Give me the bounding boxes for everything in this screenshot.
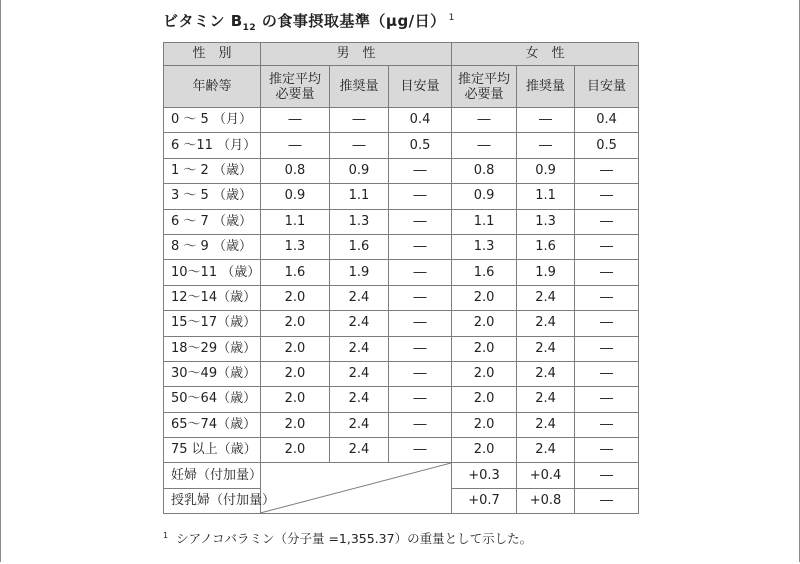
female-ear-cell: ―	[452, 133, 517, 158]
header-age: 年齢等	[164, 66, 261, 108]
title-suffix: の食事摂取基準（μg/日）	[256, 12, 446, 30]
male-rda-cell: 2.4	[330, 285, 389, 310]
pregnant-ai-cell: ―	[575, 463, 639, 488]
header-female-ai: 目安量	[575, 66, 639, 108]
table-row	[164, 438, 639, 463]
male-ear-cell: ―	[261, 133, 330, 158]
male-ai-cell: ―	[389, 438, 452, 463]
lactating-rda-cell: +0.8	[517, 488, 575, 513]
female-rda-cell: 0.9	[517, 158, 575, 183]
table-row	[164, 234, 639, 259]
age-cell: 0 ～ 5 （月）	[164, 108, 261, 133]
male-ear-cell: 2.0	[261, 438, 330, 463]
header-male: 男 性	[261, 43, 452, 66]
male-ai-cell: ―	[389, 234, 452, 259]
lactating-ai-cell: ―	[575, 488, 639, 513]
male-ai-cell: 0.4	[389, 108, 452, 133]
male-ear-cell: 1.3	[261, 234, 330, 259]
male-rda-cell: 1.6	[330, 234, 389, 259]
male-rda-cell: 2.4	[330, 361, 389, 386]
table-row	[164, 108, 639, 133]
male-rda-cell: 1.1	[330, 184, 389, 209]
male-ai-cell: ―	[389, 336, 452, 361]
female-ear-cell: 2.0	[452, 361, 517, 386]
table-row	[164, 336, 639, 361]
male-ear-cell: 1.6	[261, 260, 330, 285]
age-cell: 10～11 （歳）	[164, 260, 261, 285]
female-ear-cell: 1.6	[452, 260, 517, 285]
male-ear-cell: 0.8	[261, 158, 330, 183]
age-cell: 30～49（歳）	[164, 361, 261, 386]
female-rda-cell: 2.4	[517, 285, 575, 310]
female-ear-cell: ―	[452, 108, 517, 133]
age-cell: 8 ～ 9 （歳）	[164, 234, 261, 259]
header-sex: 性 別	[164, 43, 261, 66]
female-ai-cell: ―	[575, 260, 639, 285]
female-ear-cell: 2.0	[452, 336, 517, 361]
male-ai-cell: ―	[389, 311, 452, 336]
female-ear-cell: 2.0	[452, 285, 517, 310]
male-ear-cell: ―	[261, 108, 330, 133]
header-ear-line1: 推定平均	[268, 71, 321, 87]
male-rda-cell: ―	[330, 133, 389, 158]
female-rda-cell: 1.9	[517, 260, 575, 285]
age-cell: 1 ～ 2 （歳）	[164, 158, 261, 183]
table-row	[164, 387, 639, 412]
female-ai-cell: ―	[575, 184, 639, 209]
title-footnote-mark: 1	[448, 13, 455, 23]
female-rda-cell: 2.4	[517, 412, 575, 437]
female-ai-cell: ―	[575, 209, 639, 234]
pregnant-label: 妊婦（付加量）	[164, 463, 261, 488]
male-rda-cell: 2.4	[330, 412, 389, 437]
male-rda-cell: 2.4	[330, 336, 389, 361]
female-ai-cell: ―	[575, 158, 639, 183]
female-ai-cell: ―	[575, 412, 639, 437]
age-cell: 6 ～11 （月）	[164, 133, 261, 158]
table-row	[164, 209, 639, 234]
pregnant-ear-cell: +0.3	[452, 463, 517, 488]
male-ear-cell: 2.0	[261, 361, 330, 386]
lactating-ear-cell: +0.7	[452, 488, 517, 513]
header-male-ai: 目安量	[389, 66, 452, 108]
nutrient-table	[163, 42, 639, 514]
footnote-text: シアノコバラミン（分子量 =1,355.37）の重量として示した。	[176, 531, 533, 546]
male-ear-cell: 2.0	[261, 387, 330, 412]
male-ai-cell: ―	[389, 285, 452, 310]
male-ai-cell: 0.5	[389, 133, 452, 158]
header-row-columns	[164, 66, 639, 108]
female-rda-cell: 2.4	[517, 311, 575, 336]
age-cell: 6 ～ 7 （歳）	[164, 209, 261, 234]
header-ear-line1: 推定平均	[458, 71, 511, 87]
female-ai-cell: 0.4	[575, 108, 639, 133]
male-rda-cell: 1.9	[330, 260, 389, 285]
female-ai-cell: ―	[575, 285, 639, 310]
female-rda-cell: ―	[517, 108, 575, 133]
female-ear-cell: 1.3	[452, 234, 517, 259]
table-row	[164, 361, 639, 386]
female-rda-cell: 2.4	[517, 387, 575, 412]
header-female: 女 性	[452, 43, 639, 66]
header-female-ear	[452, 66, 517, 108]
male-rda-cell: 2.4	[330, 438, 389, 463]
table-title	[163, 10, 455, 33]
lactating-label: 授乳婦（付加量）	[164, 488, 261, 513]
female-rda-cell: ―	[517, 133, 575, 158]
female-ai-cell: ―	[575, 361, 639, 386]
footnote	[163, 529, 532, 547]
female-ear-cell: 2.0	[452, 311, 517, 336]
female-rda-cell: 2.4	[517, 336, 575, 361]
age-cell: 75 以上（歳）	[164, 438, 261, 463]
male-ai-cell: ―	[389, 184, 452, 209]
table-row	[164, 285, 639, 310]
pregnant-rda-cell: +0.4	[517, 463, 575, 488]
footnote-mark: 1	[163, 530, 169, 540]
female-ai-cell: ―	[575, 387, 639, 412]
male-ai-cell: ―	[389, 412, 452, 437]
female-rda-cell: 2.4	[517, 361, 575, 386]
female-ear-cell: 0.9	[452, 184, 517, 209]
female-rda-cell: 2.4	[517, 438, 575, 463]
table-row	[164, 412, 639, 437]
table-row	[164, 311, 639, 336]
female-ai-cell: 0.5	[575, 133, 639, 158]
header-ear-line2: 必要量	[275, 86, 315, 102]
diagonal-line	[261, 463, 451, 513]
header-male-ear	[261, 66, 330, 108]
female-ai-cell: ―	[575, 234, 639, 259]
age-cell: 12～14（歳）	[164, 285, 261, 310]
male-ear-cell: 0.9	[261, 184, 330, 209]
female-rda-cell: 1.3	[517, 209, 575, 234]
age-cell: 18～29（歳）	[164, 336, 261, 361]
male-ear-cell: 2.0	[261, 285, 330, 310]
female-ear-cell: 0.8	[452, 158, 517, 183]
male-ai-cell: ―	[389, 158, 452, 183]
title-prefix: ビタミン B	[163, 12, 243, 30]
table-row	[164, 133, 639, 158]
female-ear-cell: 1.1	[452, 209, 517, 234]
age-cell: 15～17（歳）	[164, 311, 261, 336]
female-ai-cell: ―	[575, 336, 639, 361]
male-rda-cell: 0.9	[330, 158, 389, 183]
male-ear-cell: 2.0	[261, 336, 330, 361]
male-ear-cell: 2.0	[261, 311, 330, 336]
header-ear-line2: 必要量	[464, 86, 504, 102]
table-row	[164, 158, 639, 183]
female-ear-cell: 2.0	[452, 387, 517, 412]
male-ear-cell: 1.1	[261, 209, 330, 234]
pregnant-row	[164, 463, 639, 488]
male-ai-cell: ―	[389, 209, 452, 234]
female-ai-cell: ―	[575, 311, 639, 336]
male-ai-cell: ―	[389, 387, 452, 412]
title-subscript: 12	[242, 23, 257, 33]
male-rda-cell: ―	[330, 108, 389, 133]
age-cell: 50～64（歳）	[164, 387, 261, 412]
female-ai-cell: ―	[575, 438, 639, 463]
female-ear-cell: 2.0	[452, 412, 517, 437]
table-row	[164, 184, 639, 209]
male-ai-cell: ―	[389, 260, 452, 285]
male-ear-cell: 2.0	[261, 412, 330, 437]
female-rda-cell: 1.1	[517, 184, 575, 209]
header-female-rda: 推奨量	[517, 66, 575, 108]
female-rda-cell: 1.6	[517, 234, 575, 259]
age-cell: 3 ～ 5 （歳）	[164, 184, 261, 209]
male-rda-cell: 1.3	[330, 209, 389, 234]
male-rda-cell: 2.4	[330, 387, 389, 412]
male-ai-cell: ―	[389, 361, 452, 386]
not-applicable-cell	[261, 463, 452, 514]
female-ear-cell: 2.0	[452, 438, 517, 463]
table-row	[164, 260, 639, 285]
header-male-rda: 推奨量	[330, 66, 389, 108]
age-cell: 65～74（歳）	[164, 412, 261, 437]
header-row-sex	[164, 43, 639, 66]
male-rda-cell: 2.4	[330, 311, 389, 336]
